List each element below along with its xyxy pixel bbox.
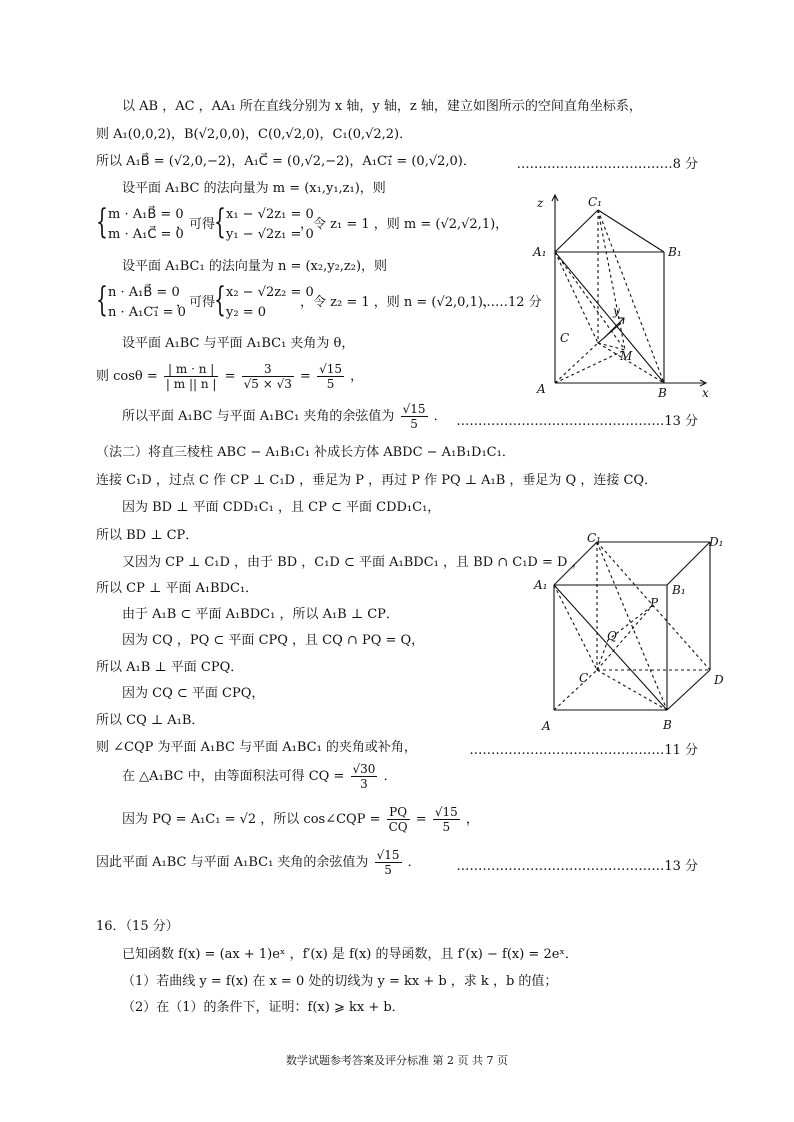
label-P: P xyxy=(650,596,659,610)
label-D: D xyxy=(714,673,724,687)
score-mark: …………………………………………13 分 xyxy=(456,859,698,874)
label-C: C xyxy=(579,671,589,685)
line-C1B xyxy=(597,542,667,710)
edge-AC xyxy=(555,343,598,383)
equation: x₂ − √2z₂ = 0 xyxy=(226,285,314,300)
label-D1: D₁ xyxy=(709,535,724,549)
text: 则 cosθ = xyxy=(96,369,158,384)
text-line: ，可得 xyxy=(176,217,216,232)
fraction: $\frac{√15}{5}$ xyxy=(376,848,400,877)
text-line: 所以 CQ ⊥ A₁B． xyxy=(96,713,205,728)
line-A1C xyxy=(555,252,598,343)
text-line: 因为 BD ⊥ 平面 CDD₁C₁ ，且 CP ⊂ 平面 CDD₁C₁， xyxy=(122,500,441,515)
equation: m · A₁B⃗ = 0 xyxy=(108,207,184,222)
text-line: 因为 CQ ⊂ 平面 CPQ， xyxy=(122,686,265,701)
formula-line: 所以平面 A₁BC 与平面 A₁BC₁ 夹角的余弦值为 $\frac{√15}{5}$ ． xyxy=(122,402,447,431)
label-z: z xyxy=(537,196,544,210)
fraction: $\frac{3}{√5 \times √3}$ xyxy=(243,362,292,391)
text-line: 由于 A₁B ⊂ 平面 A₁BDC₁ ，所以 A₁B ⊥ CP． xyxy=(122,607,399,622)
edge-BD xyxy=(667,670,710,710)
equation: n · A₁B⃗ = 0 xyxy=(108,285,180,300)
label-C1: C₁ xyxy=(587,531,601,545)
text-line: 所以 BD ⊥ CP． xyxy=(96,528,199,543)
label-B: B xyxy=(658,386,667,400)
equation: m · A₁C⃗ = 0 xyxy=(108,227,184,242)
text-line: ，令 z₁ = 1 ，则 m = (√2,√2,1)， xyxy=(300,217,509,232)
fraction: $\frac{PQ}{CQ}$ xyxy=(388,805,408,834)
label-C: C xyxy=(560,331,570,345)
text-line: 所以 A₁B⃗ = (√2,0,−2)，A₁C⃗ = (0,√2,−2)，A₁C₁⃗ = (0,√2,0)． xyxy=(96,154,476,169)
brace: { xyxy=(214,202,226,242)
text-line: 以 AB ，AC ，AA₁ 所在直线分别为 x 轴，y 轴，z 轴，建立如图所示的空间直角坐标系， xyxy=(122,99,642,114)
label-A: A xyxy=(537,382,546,396)
label-A1: A₁ xyxy=(534,578,548,592)
label-M: M xyxy=(620,349,633,363)
edge-AC xyxy=(554,670,597,710)
label-x: x xyxy=(702,386,709,400)
line-AM xyxy=(555,350,625,383)
label-y: y xyxy=(613,304,620,318)
text-line: 则 A₁(0,0,2)，B(√2,0,0)，C(0,√2,0)，C₁(0,√2,2)． xyxy=(96,127,413,142)
label-B: B xyxy=(663,718,672,732)
label-Q: Q xyxy=(607,629,617,643)
text-line: 所以 CP ⊥ 平面 A₁BDC₁． xyxy=(96,581,259,596)
edge-C1B1 xyxy=(598,210,664,252)
text-line: 又因为 CP ⊥ C₁D ，由于 BD ，C₁D ⊂ 平面 A₁BDC₁ ，且 BD ∩ C₁D = D ， xyxy=(122,555,585,570)
fraction: $\frac{√15}{5}$ xyxy=(402,402,426,431)
brace: { xyxy=(96,280,108,320)
score-mark: ……12 分 xyxy=(482,295,542,310)
text-line: ，可得 xyxy=(176,295,216,310)
line-CP xyxy=(597,606,652,670)
score-mark: ………………………………8 分 xyxy=(516,157,698,172)
fraction: $\frac{| m \cdot n |}{| m || n |}$ xyxy=(165,362,217,391)
edge-A1C1 xyxy=(555,210,598,252)
prism-figure-coordinate xyxy=(530,190,720,405)
text-line: 因为 CQ ，PQ ⊂ 平面 CPQ ，且 CQ ∩ PQ = Q， xyxy=(122,633,425,648)
text-line: （1）若曲线 y = f(x) 在 x = 0 处的切线为 y = kx + b ，求 k ，b 的值； xyxy=(122,974,558,989)
equation-system xyxy=(108,205,184,245)
label-B1: B₁ xyxy=(672,583,686,597)
formula-line: 因为 PQ = A₁C₁ = √2 ，所以 cos∠CQP = $\frac{PQ}{CQ}$ = $\frac{√15}{5}$ ， xyxy=(122,805,479,834)
equation: y₁ − √2z₁ = 0 xyxy=(226,227,314,242)
question-number: 16．（15 分） xyxy=(96,919,179,934)
fraction: $\frac{√30}{3}$ xyxy=(352,762,376,791)
formula-line: 因此平面 A₁BC 与平面 A₁BC₁ 夹角的余弦值为 $\frac{√15}{5}$ ． xyxy=(96,848,421,877)
label-A1: A₁ xyxy=(533,245,547,259)
equation-system xyxy=(108,283,186,323)
text-line: 设平面 A₁BC 的法向量为 m = (x₁,y₁,z₁)，则 xyxy=(122,181,386,196)
equation: n · A₁C₁⃗ = 0 xyxy=(108,305,186,320)
line-C1M xyxy=(598,210,625,350)
text-line: ，令 z₂ = 1 ，则 n = (√2,0,1)， xyxy=(300,295,496,310)
formula-line: 在 △A₁BC 中，由等面积法可得 CQ = $\frac{√30}{3}$ ． xyxy=(122,762,397,791)
formula-line: 则 cosθ = $\frac{| m \cdot n |}{| m || n |}$ = $\frac{3}{√5 \times √3}$ = $\frac{√15}{5}$ ， xyxy=(96,362,364,391)
fraction: $\frac{√15}{5}$ xyxy=(434,805,458,834)
edge-D1B1 xyxy=(667,542,710,585)
label-C1: C₁ xyxy=(588,195,602,209)
text-line: 所以 A₁B ⊥ 平面 CPQ． xyxy=(96,660,244,675)
edge-A1C1 xyxy=(554,542,597,585)
line-A1C xyxy=(554,585,597,670)
cuboid-figure xyxy=(530,530,740,735)
label-A: A xyxy=(542,719,551,733)
line-CQ xyxy=(597,640,608,670)
text-line: 则 ∠CQP 为平面 A₁BC 与平面 A₁BC₁ 的夹角或补角， xyxy=(96,740,417,755)
fraction: $\frac{√15}{5}$ xyxy=(319,362,342,391)
brace: { xyxy=(96,202,108,242)
text-line: 设平面 A₁BC₁ 的法向量为 n = (x₂,y₂,z₂)，则 xyxy=(122,259,388,274)
text-line: 连接 C₁D ，过点 C 作 CP ⊥ C₁D ，垂足为 P ，再过 P 作 PQ ⊥ A₁B ，垂足为 Q ，连接 CQ． xyxy=(96,473,658,488)
text-line: 设平面 A₁BC 与平面 A₁BC₁ 夹角为 θ， xyxy=(122,336,355,351)
text-line: （2）在（1）的条件下，证明：f(x) ⩾ kx + b． xyxy=(122,1000,405,1015)
text-line: （法二）将直三棱柱 ABC − A₁B₁C₁ 补成长方体 ABDC − A₁B₁D₁C₁． xyxy=(96,445,515,460)
line-CB xyxy=(597,670,667,710)
brace: { xyxy=(214,280,226,320)
score-mark: ………………………………………11 分 xyxy=(469,743,698,758)
equation: x₁ − √2z₁ = 0 xyxy=(226,207,314,222)
label-B1: B₁ xyxy=(668,245,682,259)
score-mark: …………………………………………13 分 xyxy=(456,414,698,429)
equation: y₂ = 0 xyxy=(226,305,266,320)
page-footer: 数学试题参考答案及评分标准 第 2 页 共 7 页 xyxy=(286,1054,508,1067)
text-line: 已知函数 f(x) = (ax + 1)eˣ ，f′(x) 是 f(x) 的导函数，且 f′(x) − f(x) = 2eˣ． xyxy=(122,947,578,962)
